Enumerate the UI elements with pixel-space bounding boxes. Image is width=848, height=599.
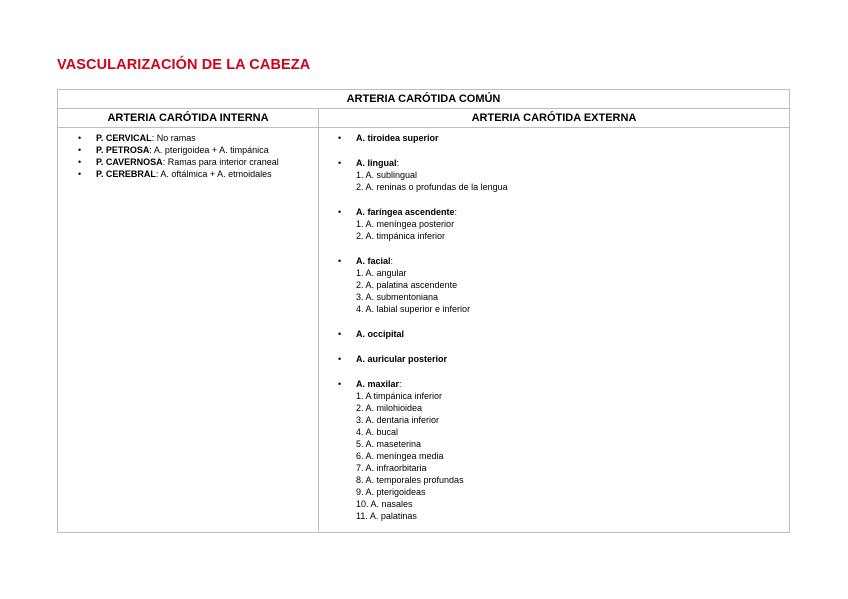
branch-item: 7. A. infraorbitaria — [356, 463, 427, 473]
bullet-icon: • — [338, 354, 342, 364]
branch-item: 11. A. palatinas — [356, 511, 417, 521]
artery-name: A. occipital — [356, 329, 405, 339]
external-carotid-header: ARTERIA CARÓTIDA EXTERNA — [471, 112, 637, 124]
artery-group — [338, 328, 778, 340]
bullet-icon: • — [78, 157, 82, 167]
item-name: P. CERVICAL — [96, 133, 152, 143]
artery-name-line — [356, 206, 778, 218]
artery-name-line — [356, 378, 778, 390]
bullet-icon: • — [338, 207, 342, 217]
bullet-icon: • — [338, 256, 342, 266]
list-item — [78, 144, 314, 156]
bullet-icon: • — [78, 133, 82, 143]
bullet-icon: • — [338, 329, 342, 339]
table-subheader-row — [58, 109, 789, 128]
branch-item: 2. A. timpánica inferior — [356, 231, 446, 241]
branch-item: 2. A. reninas o profundas de la lengua — [356, 182, 508, 192]
internal-carotid-header: ARTERIA CARÓTIDA INTERNA — [107, 112, 269, 124]
branch-item: 10. A. nasales — [356, 499, 413, 509]
column-divider — [318, 109, 319, 532]
artery-name-line — [356, 132, 778, 144]
branch-item: 1. A. sublingual — [356, 170, 418, 180]
bullet-icon: • — [338, 133, 342, 143]
item-name: P. PETROSA — [96, 145, 150, 155]
artery-group — [338, 206, 778, 242]
artery-name: A. lingual — [356, 158, 397, 168]
branch-item: 2. A. palatina ascendente — [356, 280, 458, 290]
branch-item: 2. A. milohioidea — [356, 403, 423, 413]
item-name: P. CAVERNOSA — [96, 157, 163, 167]
arteries-table — [57, 89, 790, 533]
bullet-icon: • — [338, 158, 342, 168]
branch-item: 3. A. dentaria inferior — [356, 415, 440, 425]
page-title: VASCULARIZACIÓN DE LA CABEZA — [57, 57, 311, 73]
branch-item: 1. A. angular — [356, 268, 407, 278]
item-name: P. CEREBRAL — [96, 169, 156, 179]
artery-name: A. tiroidea superior — [356, 133, 439, 143]
artery-name: A. facial — [356, 256, 391, 266]
bullet-icon: • — [78, 145, 82, 155]
branch-item: 6. A. meníngea media — [356, 451, 444, 461]
artery-name: A. maxilar — [356, 379, 400, 389]
branch-item: 4. A. bucal — [356, 427, 399, 437]
artery-name: A. faríngea ascendente — [356, 207, 455, 217]
artery-group — [338, 255, 778, 315]
artery-name-line — [356, 328, 778, 340]
artery-suffix: : — [454, 207, 458, 217]
artery-group — [338, 353, 778, 365]
branch-item: 4. A. labial superior e inferior — [356, 304, 471, 314]
item-desc: : No ramas — [151, 133, 196, 143]
bullet-icon: • — [78, 169, 82, 179]
bullet-icon: • — [338, 379, 342, 389]
artery-name-line — [356, 353, 778, 365]
item-desc: : A. pterigoidea + A. timpánica — [149, 145, 269, 155]
list-item — [78, 132, 314, 144]
artery-suffix: : — [399, 379, 402, 389]
branch-item: 3. A. submentoniana — [356, 292, 439, 302]
branch-item: 5. A. maseterina — [356, 439, 422, 449]
internal-carotid-list — [78, 132, 314, 180]
artery-name-line — [356, 255, 778, 267]
artery-group — [338, 157, 778, 193]
branch-item: 1. A. meníngea posterior — [356, 219, 455, 229]
item-desc: : A. oftálmica + A. etmoidales — [155, 169, 272, 179]
branch-item: 8. A. temporales profundas — [356, 475, 464, 485]
branch-item: 1. A timpánica inferior — [356, 391, 443, 401]
list-item — [78, 156, 314, 168]
branch-item: 9. A. pterigoideas — [356, 487, 426, 497]
artery-name: A. auricular posterior — [356, 354, 448, 364]
artery-group — [338, 132, 778, 144]
artery-suffix: : — [396, 158, 400, 168]
item-desc: : Ramas para interior craneal — [162, 157, 279, 167]
list-item — [78, 168, 314, 180]
external-carotid-list — [338, 132, 778, 535]
table-main-header: ARTERIA CARÓTIDA COMÚN — [58, 90, 789, 109]
artery-name-line — [356, 157, 778, 169]
artery-group — [338, 378, 778, 522]
artery-suffix: : — [390, 256, 394, 266]
